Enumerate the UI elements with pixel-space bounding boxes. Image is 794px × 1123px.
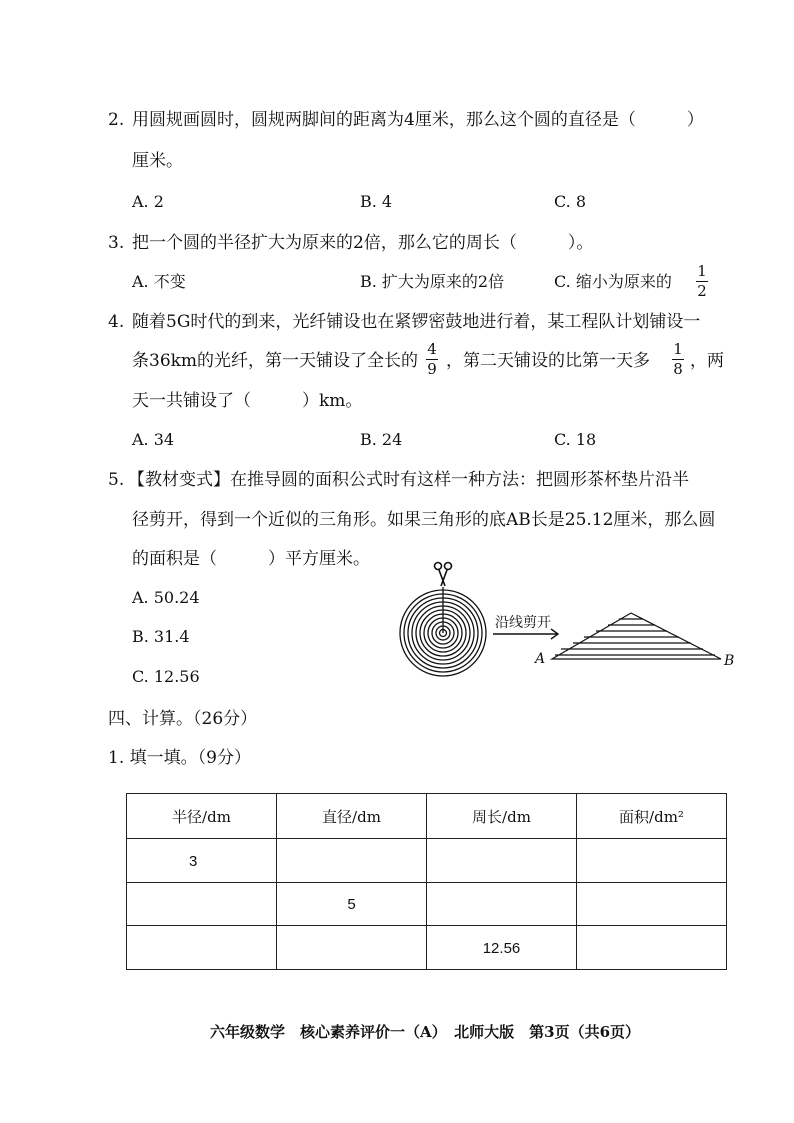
header-circumference: 周长/dm [427, 794, 577, 839]
q5-option-a: A. 50.24 [132, 588, 200, 607]
q3-fraction-one-half [696, 264, 708, 299]
table-cell[interactable] [277, 882, 427, 926]
sub-question-1-title: 1. 填一填。（9分） [108, 748, 251, 768]
header-radius: 半径/dm [127, 794, 277, 839]
q5-number: 5. [108, 470, 125, 490]
table-cell[interactable] [427, 926, 577, 970]
fraction-numerator: 4 [427, 340, 437, 358]
section-4-title: 四、计算。（26分） [108, 709, 258, 729]
fraction-denominator: 8 [673, 360, 683, 378]
q3-option-b: B. 扩大为原来的2倍 [360, 272, 505, 291]
fraction-denominator: 2 [697, 282, 707, 300]
scissors-icon [435, 563, 452, 587]
fraction-numerator: 1 [697, 262, 707, 280]
table-cell[interactable] [427, 882, 577, 926]
q4-text-line2a: 条36km的光纤，第一天铺设了全长的 [132, 351, 419, 371]
q2-text-line1: 用圆规画圆时，圆规两脚间的距离为4厘米，那么这个圆的直径是（ ） [132, 110, 704, 130]
table-cell[interactable] [277, 839, 427, 883]
header-diameter: 直径/dm [277, 794, 427, 839]
q3-option-a: A. 不变 [132, 272, 186, 291]
q3-text-line1: 把一个圆的半径扩大为原来的2倍，那么它的周长（ ）。 [132, 233, 594, 253]
q3-number: 3. [108, 233, 125, 253]
page-footer: 六年级数学 核心素养评价一（A） 北师大版 第3页（共6页） [210, 1023, 641, 1041]
q5-text-line3: 的面积是（ ）平方厘米。 [132, 549, 370, 569]
q4-fraction-four-ninths [426, 342, 438, 377]
point-a-label: A [535, 651, 546, 667]
q5-option-c: C. 12.56 [132, 667, 200, 686]
concentric-circles [400, 587, 486, 676]
q4-option-c: C. 18 [554, 430, 597, 449]
figure-arrow-label: 沿线剪开 [495, 615, 551, 631]
fill-in-table [126, 793, 727, 970]
q4-text-line2c: ，两 [690, 351, 724, 371]
q4-number: 4. [108, 312, 125, 332]
cell-value: 12.56 [482, 940, 521, 958]
q4-fraction-one-eighth [672, 342, 684, 377]
table-cell[interactable] [577, 926, 727, 970]
q2-option-a: A. 2 [132, 192, 164, 211]
point-b-label: B [724, 653, 735, 669]
q3-option-c: C. 缩小为原来的 [554, 272, 672, 291]
table-cell[interactable] [127, 882, 277, 926]
q4-text-line2b: ，第二天铺设的比第一天多 [446, 351, 650, 371]
fraction-numerator: 1 [673, 340, 683, 358]
table-row [127, 839, 727, 883]
q2-option-c: C. 8 [554, 192, 587, 211]
q2-text-line2: 厘米。 [132, 151, 183, 171]
fraction-denominator: 9 [427, 360, 437, 378]
table-cell[interactable] [577, 882, 727, 926]
q5-text-line1: 【教材变式】在推导圆的面积公式时有这样一种方法：把圆形茶杯垫片沿半 [128, 470, 689, 490]
q2-number: 2. [108, 110, 125, 130]
q4-option-b: B. 24 [360, 430, 403, 449]
table-cell[interactable] [277, 926, 427, 970]
cell-value: 3 [189, 852, 198, 870]
table-row [127, 882, 727, 926]
triangle-strips [552, 613, 721, 659]
q2-option-b: B. 4 [360, 192, 393, 211]
q4-option-a: A. 34 [132, 430, 175, 449]
q4-text-line3: 天一共铺设了（ ）km。 [132, 391, 363, 411]
q5-option-b: B. 31.4 [132, 627, 190, 646]
q5-text-line2: 径剪开，得到一个近似的三角形。如果三角形的底AB长是25.12厘米，那么圆 [132, 510, 716, 530]
table-row [127, 926, 727, 970]
header-area: 面积/dm² [577, 794, 727, 839]
cell-value: 5 [347, 896, 356, 914]
table-cell[interactable] [577, 839, 727, 883]
q5-figure [395, 555, 755, 690]
q4-text-line1: 随着5G时代的到来，光纤铺设也在紧锣密鼓地进行着，某工程队计划铺设一 [132, 312, 701, 332]
table-cell[interactable] [127, 926, 277, 970]
table-header-row [127, 794, 727, 839]
table-cell[interactable] [427, 839, 577, 883]
table-cell[interactable] [127, 839, 277, 883]
